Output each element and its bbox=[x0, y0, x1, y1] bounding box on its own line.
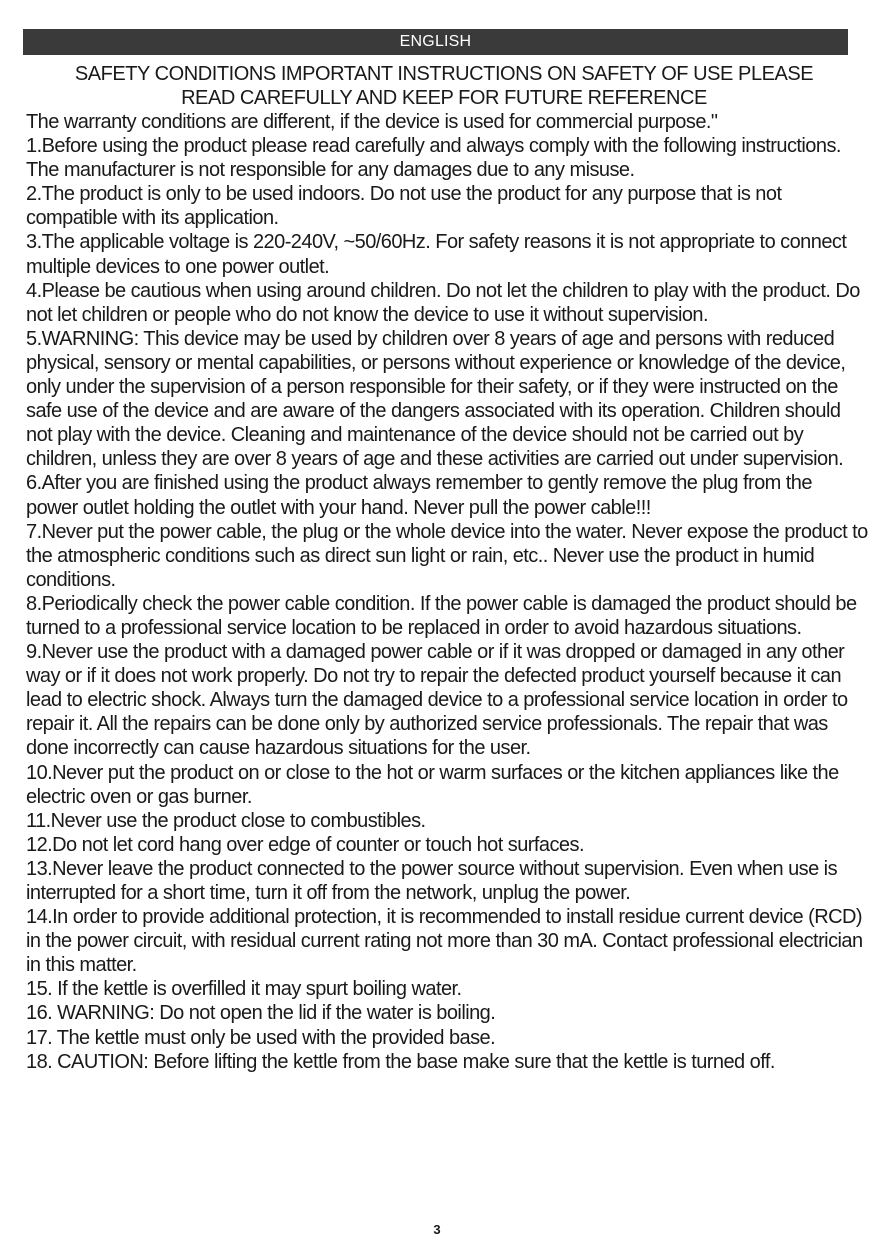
instruction-item-11: 11.Never use the product close to combustibles. bbox=[26, 809, 426, 832]
heading-line-1: SAFETY CONDITIONS IMPORTANT INSTRUCTIONS ON SAFETY OF USE PLEASE bbox=[74, 63, 814, 85]
instruction-item-17: 17. The kettle must only be used with the provided base. bbox=[26, 1026, 496, 1049]
page-number: 3 bbox=[433, 1222, 441, 1237]
instruction-item-6: 6.After you are finished using the product always remember to gently remove the plug from the power outlet holding the outlet with your hand. Never pull the power cable!!! bbox=[26, 472, 812, 519]
safety-heading bbox=[23, 62, 865, 110]
warranty-note: The warranty conditions are different, if the device is used for commercial purpose." bbox=[26, 111, 718, 133]
language-header-bar bbox=[23, 29, 848, 55]
instruction-item-13: 13.Never leave the product connected to the power source without supervision. Even when use is interrupted for a short time, turn it off from the network, unplug the power. bbox=[26, 857, 838, 904]
safety-instructions bbox=[26, 110, 868, 1074]
instruction-item-5: 5.WARNING: This device may be used by children over 8 years of age and persons with reduced physical, sensory or mental capabilities, or persons without experience or knowledge of the device, only under the supervision of a person responsible for their safety, or if they were instructed on the safe use of the device and are aware of the dangers associated with its operation. Children should not play with the device. Cleaning and maintenance of the device should not be carried out by children, unless they are over 8 years of age and these activities are carried out under supervision. bbox=[26, 327, 846, 471]
instruction-item-8: 8.Periodically check the power cable condition. If the power cable is damaged the product should be turned to a professional service location to be replaced in order to avoid hazardous situations. bbox=[26, 592, 857, 639]
instruction-item-16: 16. WARNING: Do not open the lid if the water is boiling. bbox=[26, 1002, 496, 1025]
instruction-item-10: 10.Never put the product on or close to the hot or warm surfaces or the kitchen appliances like the electric oven or gas burner. bbox=[26, 761, 839, 808]
instruction-item-4: 4.Please be cautious when using around children. Do not let the children to play with the product. Do not let children or people who do not know the device to use it without supervision. bbox=[26, 279, 860, 326]
instruction-item-12: 12.Do not let cord hang over edge of counter or touch hot surfaces. bbox=[26, 833, 584, 856]
language-label: ENGLISH bbox=[399, 33, 472, 50]
instruction-item-9: 9.Never use the product with a damaged power cable or if it was dropped or damaged in any other way or if it does not work properly. Do not try to repair the defected product yourself because it can lead to electric shock. Always turn the damaged device to a professional service location in order to repair it. All the repairs can be done only by authorized service professionals. The repair that was done incorrectly can cause hazardous situations for the user. bbox=[26, 641, 848, 760]
instruction-item-2: 2.The product is only to be used indoors. Do not use the product for any purpose that is not compatible with its application. bbox=[26, 183, 782, 230]
instruction-item-14: 14.In order to provide additional protection, it is recommended to install residue current device (RCD) in the power circuit, with residual current rating not more than 30 mA. Contact professional electrician in this matter. bbox=[26, 906, 863, 977]
instruction-item-3: 3.The applicable voltage is 220-240V, ~50/60Hz. For safety reasons it is not appropriate to connect multiple devices to one power outlet. bbox=[26, 231, 847, 278]
instruction-item-7: 7.Never put the power cable, the plug or the whole device into the water. Never expose the product to the atmospheric conditions such as direct sun light or rain, etc.. Never use the product in humid conditions. bbox=[26, 520, 868, 591]
heading-line-2: READ CAREFULLY AND KEEP FOR FUTURE REFERENCE bbox=[181, 87, 707, 109]
instruction-item-15: 15. If the kettle is overfilled it may spurt boiling water. bbox=[26, 978, 462, 1001]
instruction-item-18: 18. CAUTION: Before lifting the kettle from the base make sure that the kettle is turned off. bbox=[26, 1050, 775, 1073]
instruction-item-1: 1.Before using the product please read carefully and always comply with the following instructions. The manufacturer is not responsible for any damages due to any misuse. bbox=[26, 135, 841, 182]
